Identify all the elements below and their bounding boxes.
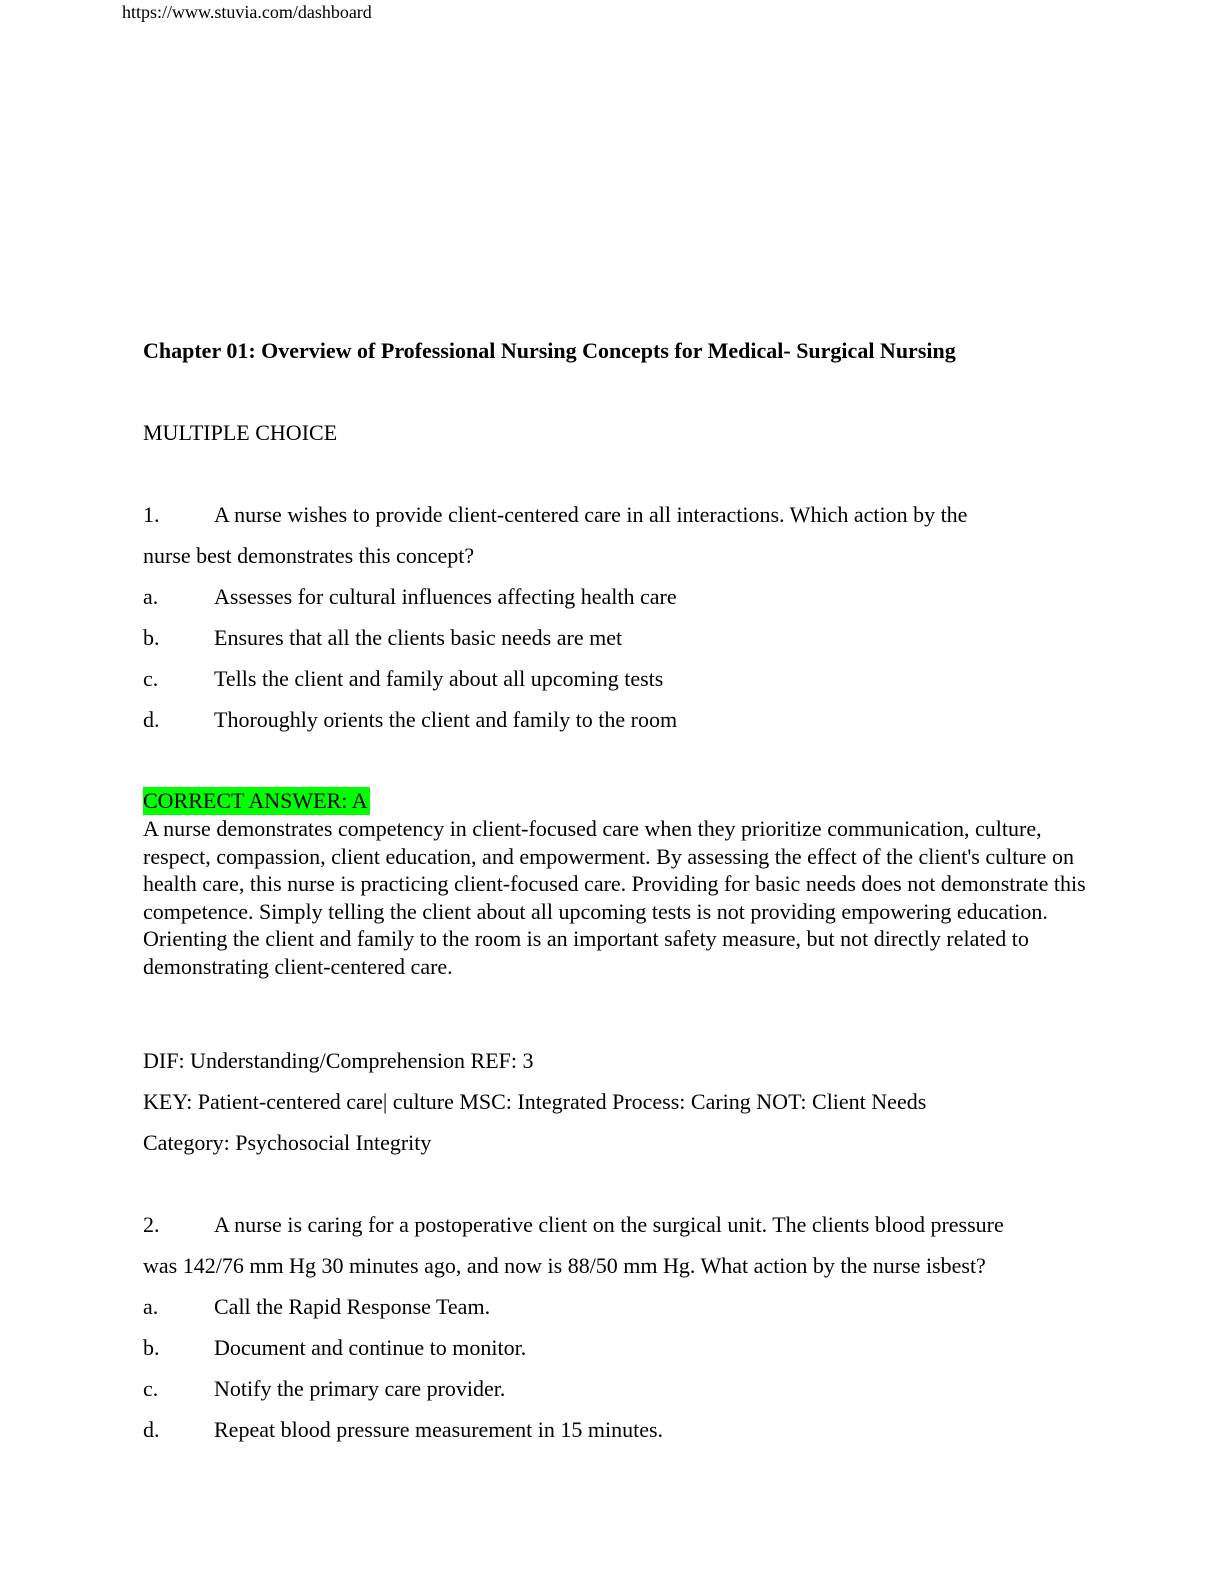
option-letter: d. — [143, 707, 160, 732]
option-letter: a. — [143, 1294, 159, 1319]
option-letter: b. — [143, 1335, 160, 1360]
page-url: https://www.stuvia.com/dashboard — [122, 2, 372, 22]
question-1-number: 1. — [143, 502, 160, 527]
section-heading: MULTIPLE CHOICE — [143, 420, 338, 445]
correct-answer-highlight: CORRECT ANSWER: A — [143, 788, 368, 813]
chapter-title: Chapter 01: Overview of Professional Nursing Concepts for Medical- Surgical Nursing — [143, 338, 956, 363]
rationale-paragraph-2: Orienting the client and family to the room is an important safety measure, but not directly related to demonstrating client-centered care. — [143, 926, 1029, 979]
option-letter: a. — [143, 584, 159, 609]
option-letter: d. — [143, 1417, 160, 1442]
question-2-text-line1: A nurse is caring for a postoperative client on the surgical unit. The clients blood pressure — [214, 1212, 1004, 1237]
question-1-option-c — [143, 664, 663, 694]
question-1-meta-key: KEY: Patient-centered care| culture MSC: Integrated Process: Caring NOT: Client Needs — [143, 1089, 927, 1114]
option-letter: b. — [143, 625, 160, 650]
question-2-option-c — [143, 1374, 505, 1404]
option-letter: c. — [143, 1376, 159, 1401]
question-1-option-a — [143, 582, 677, 612]
question-1-text-line2: nurse best demonstrates this concept? — [143, 543, 475, 568]
question-1-meta-dif: DIF: Understanding/Comprehension REF: 3 — [143, 1048, 534, 1073]
question-2-option-d — [143, 1415, 663, 1445]
option-text: Repeat blood pressure measurement in 15 minutes. — [214, 1417, 664, 1442]
question-2-text-line2: was 142/76 mm Hg 30 minutes ago, and now is 88/50 mm Hg. What action by the nurse isbest? — [143, 1253, 986, 1278]
rationale-paragraph-1: A nurse demonstrates competency in client-focused care when they prioritize communication, culture, respect, compassion, client education, and empowerment. By assessing the effect of the client's culture on health care, this nurse is practicing client-focused care. Providing for basic needs does not demonstrate this competence. Simply telling the client about all upcoming tests is not providing empowering education. — [143, 816, 1086, 924]
option-text: Call the Rapid Response Team. — [214, 1294, 491, 1319]
question-1-rationale — [143, 815, 1093, 980]
question-2-option-b — [143, 1333, 526, 1363]
option-text: Thoroughly orients the client and family to the room — [214, 707, 678, 732]
question-1-option-d — [143, 705, 677, 735]
option-text: Assesses for cultural influences affecting health care — [214, 584, 677, 609]
question-1-meta-category: Category: Psychosocial Integrity — [143, 1130, 432, 1155]
question-2-option-a — [143, 1292, 490, 1322]
option-letter: c. — [143, 666, 159, 691]
question-1-stem-line1 — [143, 500, 1043, 530]
option-text: Ensures that all the clients basic needs are met — [214, 625, 623, 650]
option-text: Notify the primary care provider. — [214, 1376, 506, 1401]
question-2-number: 2. — [143, 1212, 160, 1237]
question-2-stem-line1 — [143, 1210, 1103, 1240]
option-text: Document and continue to monitor. — [214, 1335, 527, 1360]
option-text: Tells the client and family about all upcoming tests — [214, 666, 664, 691]
question-1-text-line1: A nurse wishes to provide client-centered care in all interactions. Which action by the — [214, 502, 968, 527]
question-1-option-b — [143, 623, 622, 653]
